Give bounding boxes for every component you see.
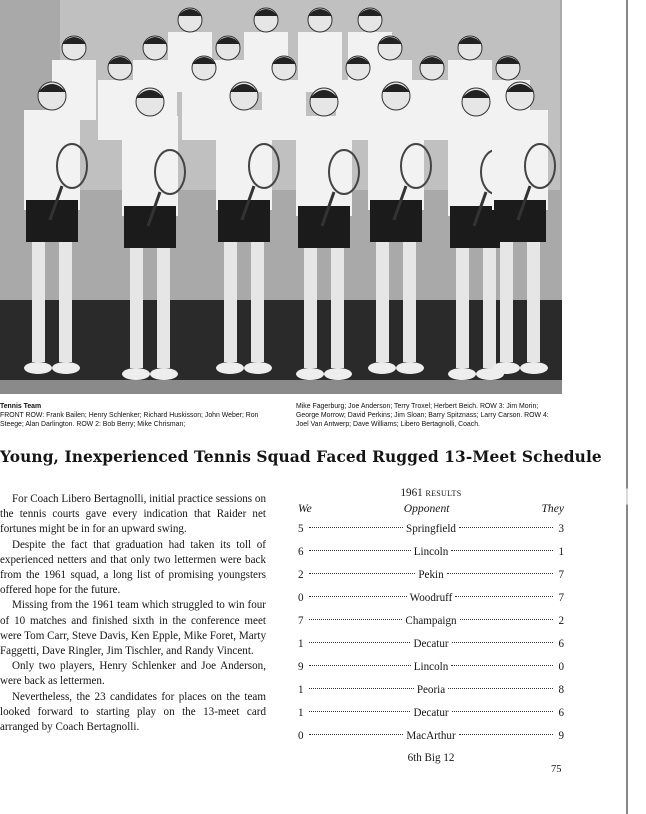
leader-dots	[451, 665, 553, 666]
opponent-name: MacArthur	[406, 730, 456, 742]
score-we: 0	[298, 592, 304, 604]
story-paragraph: Despite the fact that graduation had taken its toll of experienced netters and that only two lettermen were back from the 1961 squad, a long list of promising youngsters offered hope for the future.	[0, 538, 266, 597]
player-leg	[527, 242, 540, 362]
score-they: 0	[558, 661, 565, 673]
col-they: They	[541, 502, 564, 515]
photo-caption-right	[296, 401, 555, 428]
results-year: 1961	[400, 487, 423, 499]
story-paragraph: Nevertheless, the 23 candidates for places on the team looked forward to starting play on the 13-meet card arranged by Coach Bertagnolli.	[0, 690, 266, 734]
opponent-name: Springfield	[406, 523, 456, 535]
player-leg	[304, 248, 317, 368]
leader-dots	[309, 665, 411, 666]
score-they: 1	[558, 546, 565, 558]
page-edge-rule	[626, 0, 628, 814]
score-we: 1	[298, 638, 304, 650]
opponent-name: Decatur	[413, 638, 449, 650]
score-we: 5	[298, 523, 304, 535]
article-headline: Young, Inexperienced Tennis Squad Faced Rugged 13-Meet Schedule	[0, 448, 602, 466]
player-leg	[331, 248, 344, 368]
opponent-name: Champaign	[405, 615, 457, 627]
player-shoe	[122, 368, 150, 380]
story-paragraph: Missing from the 1961 team which struggled to win four of 10 matches and finished sixth in the conference meet were Tom Carr, Steve Davis, Ken Epple, Mike Foret, Marty Faggetti, Dave Ringler, Jim Tischler, and Randy Vincent.	[0, 599, 266, 658]
photo-caption-left	[0, 401, 261, 428]
leader-dots	[459, 527, 553, 528]
leader-dots	[455, 596, 553, 597]
results-label: RESULTS	[425, 489, 462, 498]
leader-dots	[451, 550, 553, 551]
results-table	[298, 486, 564, 768]
col-we: We	[298, 502, 312, 515]
score-they: 6	[558, 707, 565, 719]
score-we: 2	[298, 569, 304, 581]
leader-dots	[448, 688, 553, 689]
page-number: 75	[551, 764, 562, 775]
player-shoe	[520, 362, 548, 374]
score-we: 6	[298, 546, 304, 558]
score-we: 9	[298, 661, 304, 673]
score-they: 8	[558, 684, 564, 696]
photo-bench	[0, 300, 562, 394]
player-shoe	[216, 362, 244, 374]
table-row	[298, 633, 564, 656]
score-they: 2	[558, 615, 564, 627]
opponent-name: Lincoln	[413, 546, 449, 558]
story-paragraph: For Coach Libero Bertagnolli, initial practice sessions on the tennis courts gave every indication that Raider net fortunes might be in for an upward swing.	[0, 493, 266, 536]
opponent-name: Woodruff	[409, 592, 453, 604]
player-shorts	[370, 200, 422, 242]
table-row	[298, 541, 564, 564]
player-leg	[157, 248, 170, 368]
leader-dots	[309, 527, 403, 528]
leader-dots	[309, 573, 415, 574]
player-shorts	[26, 200, 78, 242]
player-shoe	[448, 368, 476, 380]
player-shorts	[494, 200, 546, 242]
team-photo-illustration	[0, 0, 562, 394]
player-shoe	[244, 362, 272, 374]
player-leg	[251, 242, 264, 362]
player-leg	[403, 242, 416, 362]
score-they: 6	[558, 638, 565, 650]
caption-title: Tennis Team	[0, 401, 42, 410]
table-row	[298, 610, 564, 633]
results-title	[298, 486, 564, 500]
table-row	[298, 656, 564, 679]
player-leg	[376, 242, 389, 362]
photo-floor	[0, 380, 562, 394]
score-they: 7	[558, 592, 564, 604]
player-shoe	[150, 368, 178, 380]
table-row	[298, 679, 564, 702]
player-leg	[500, 242, 513, 362]
player-shoe	[492, 362, 520, 374]
player-shirt	[216, 110, 272, 210]
player-shirt	[492, 110, 548, 210]
player-shoe	[24, 362, 52, 374]
score-they: 3	[558, 523, 565, 535]
player-leg	[224, 242, 237, 362]
team-photo	[0, 0, 562, 394]
player-shoe	[52, 362, 80, 374]
player-shoe	[368, 362, 396, 374]
opponent-name: Peoria	[416, 684, 446, 696]
results-footer: 6th Big 12	[407, 752, 455, 764]
article-body	[0, 492, 266, 735]
player-shoe	[396, 362, 424, 374]
player-leg	[59, 242, 72, 362]
leader-dots	[309, 596, 407, 597]
opponent-name: Pekin	[418, 569, 444, 581]
leader-dots	[309, 711, 410, 712]
player-shorts	[218, 200, 270, 242]
player-leg	[130, 248, 143, 368]
player-shoe	[324, 368, 352, 380]
col-opponent: Opponent	[403, 502, 450, 515]
score-we: 1	[298, 684, 304, 696]
player-leg	[456, 248, 469, 368]
leader-dots	[309, 550, 411, 551]
player-shorts	[298, 206, 350, 248]
leader-dots	[452, 642, 553, 643]
story-paragraph: Only two players, Henry Schlenker and Joe Anderson, were back as lettermen.	[0, 660, 266, 688]
score-they: 9	[558, 730, 565, 742]
table-row	[298, 725, 564, 748]
leader-dots	[309, 642, 410, 643]
player-shirt	[296, 116, 352, 216]
results-header	[298, 500, 564, 518]
opponent-name: Lincoln	[413, 661, 449, 673]
player-shoe	[296, 368, 324, 380]
opponent-name: Decatur	[413, 707, 449, 719]
leader-dots	[460, 619, 553, 620]
caption-left-text: FRONT ROW: Frank Bailen; Henry Schlenker; Richard Huskisson; John Weber; Ron Steege; Alan Darlington. ROW 2: Bob Berry; Mike Chrisman;	[0, 410, 259, 428]
table-row	[298, 564, 564, 587]
player-leg	[32, 242, 45, 362]
score-they: 7	[558, 569, 564, 581]
player-leg	[483, 248, 496, 368]
score-we: 7	[298, 615, 304, 627]
leader-dots	[309, 619, 402, 620]
table-row	[298, 587, 564, 610]
player-shorts	[124, 206, 176, 248]
leader-dots	[447, 573, 553, 574]
caption-right-text: Mike Fagerburg; Joe Anderson; Terry Troxel; Herbert Beich. ROW 3: Jim Morin; George Morrow; David Perkins; Jim Sloan; Barry Spitznass; Larry Carson. ROW 4: Joel Van Antwerp; Dave Williams; Libero Bertagnolli, Coach.	[296, 401, 549, 428]
leader-dots	[459, 734, 553, 735]
table-row	[298, 518, 564, 541]
player-shirt	[122, 116, 178, 216]
player-shirt	[368, 110, 424, 210]
results-rows	[298, 518, 564, 748]
leader-dots	[452, 711, 553, 712]
table-row	[298, 702, 564, 725]
score-we: 1	[298, 707, 304, 719]
score-we: 0	[298, 730, 304, 742]
leader-dots	[309, 734, 403, 735]
player-shirt	[24, 110, 80, 210]
leader-dots	[309, 688, 414, 689]
